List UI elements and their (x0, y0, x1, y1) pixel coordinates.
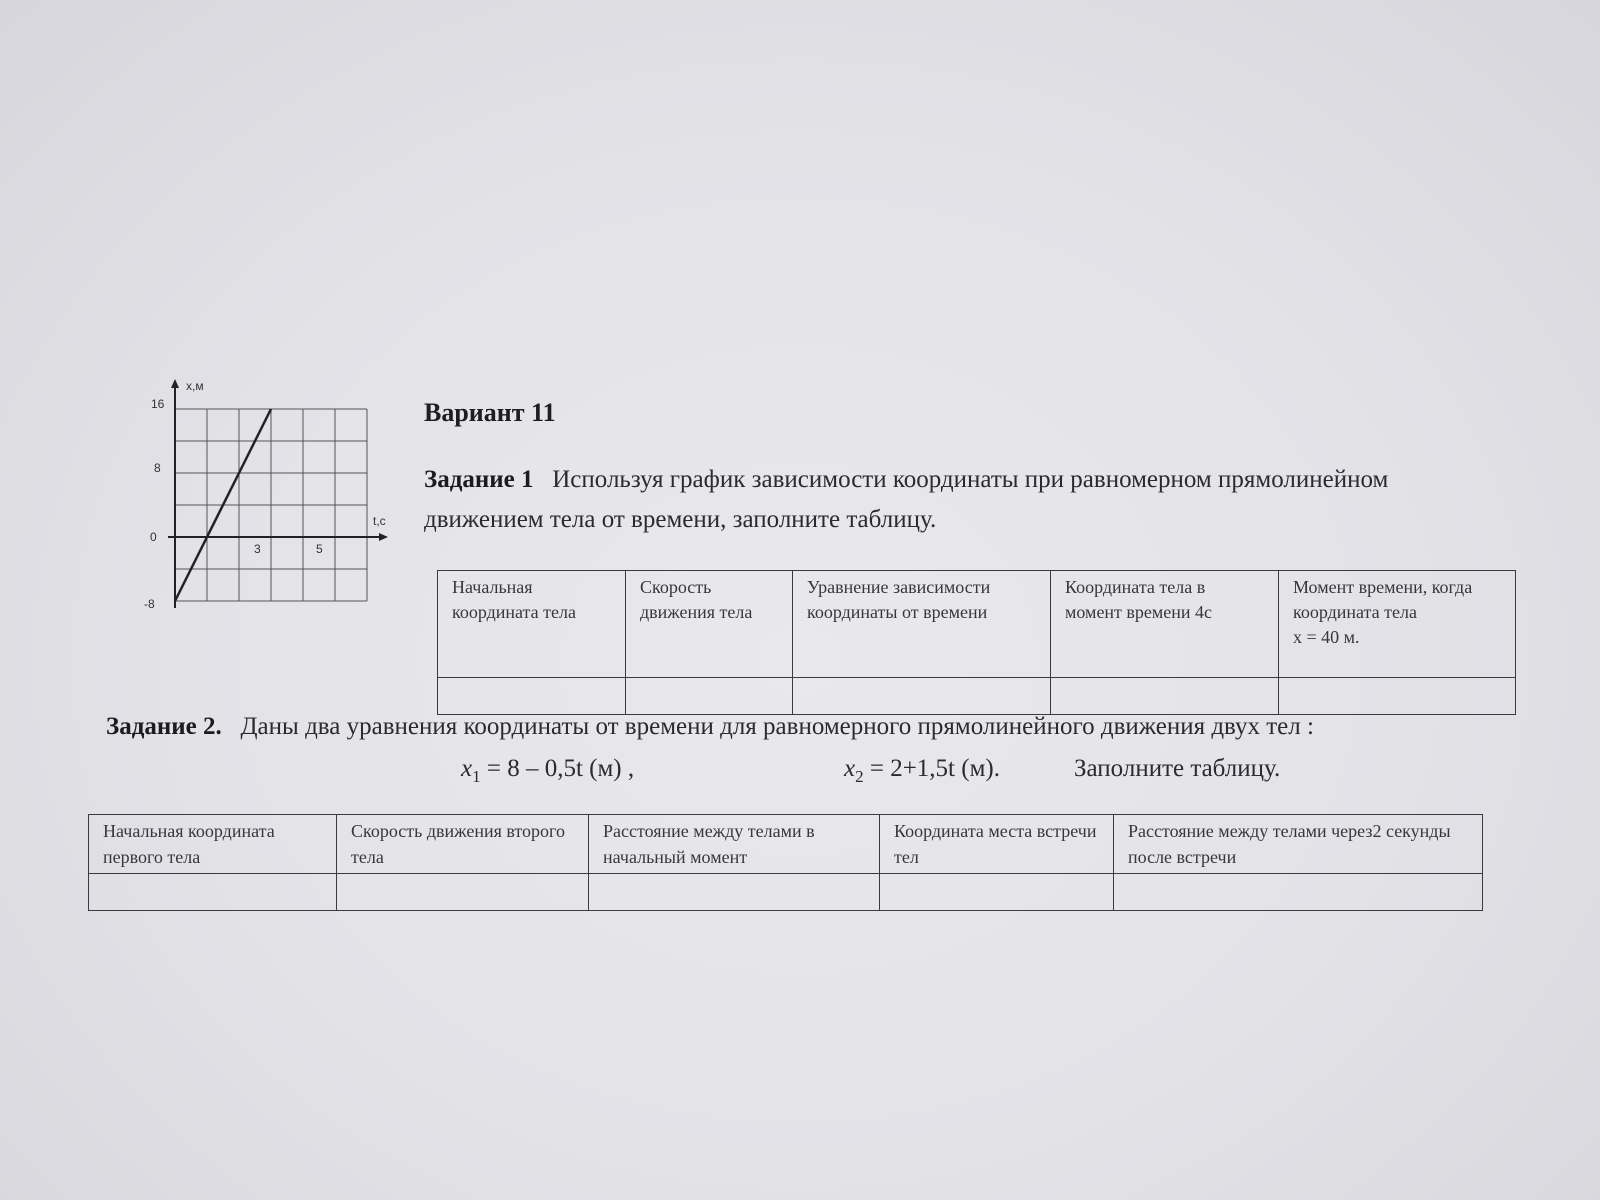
graph-grid (175, 409, 367, 601)
task1-col-coordinate-at-4s: Координата тела в момент времени 4с (1051, 571, 1279, 678)
task2-col-distance-after-meeting: Расстояние между телами через2 секунды после встречи (1114, 815, 1483, 874)
x-axis-label: t,c (373, 514, 386, 528)
eq2-variable: x (844, 755, 856, 782)
variant-title: Вариант 11 (424, 398, 556, 427)
task1-col-speed: Скорость движения тела (626, 571, 793, 678)
task2-answer-cell[interactable] (589, 874, 880, 911)
equation-1 (461, 748, 634, 798)
task2-fill-instruction: Заполните таблицу. (1074, 755, 1281, 782)
task1-table (437, 570, 1516, 715)
task2-answer-cell[interactable] (337, 874, 589, 911)
y-tick-minus-8: -8 (144, 597, 155, 611)
y-tick-0: 0 (150, 530, 157, 544)
x-tick-5: 5 (316, 542, 323, 556)
task2-col-speed-second: Скорость движения второго тела (337, 815, 589, 874)
task1-text: Используя график зависимости координаты при равномерном прямолинейном движением тела от времени, заполните таблицу. (424, 466, 1389, 533)
task2-col-initial-coordinate-first: Начальная координата первого тела (89, 815, 337, 874)
task1-col-time-moment-text: Момент времени, когда координата тела (1293, 577, 1473, 622)
task1-col-time-moment-value: х = 40 м. (1293, 627, 1360, 647)
position-time-graph (140, 378, 400, 618)
y-axis-label: x,м (186, 379, 204, 393)
eq1-subscript: 1 (472, 767, 481, 786)
task2-answer-cell[interactable] (880, 874, 1114, 911)
task1-col-time-moment (1279, 571, 1516, 678)
eq2-rhs: = 2+1,5t (м). (863, 755, 1000, 782)
task2-answer-cell[interactable] (1114, 874, 1483, 911)
task2-text: Даны два уравнения координаты от времени для равномерного прямолинейного движения двух тел : (240, 713, 1314, 740)
task2-col-meeting-coordinate: Координата места встречи тел (880, 815, 1114, 874)
task2-table (88, 814, 1483, 911)
y-axis-arrow (171, 379, 179, 388)
y-tick-8: 8 (154, 461, 161, 475)
task1-col-equation: Уравнение зависимости координаты от времени (793, 571, 1051, 678)
eq1-rhs: = 8 – 0,5t (м) , (480, 755, 635, 782)
eq1-variable: x (461, 755, 473, 782)
x-axis-arrow (379, 533, 388, 541)
task1-statement (424, 460, 1404, 540)
task2-col-initial-distance: Расстояние между телами в начальный момент (589, 815, 880, 874)
y-tick-16: 16 (151, 397, 165, 411)
task2-answer-cell[interactable] (89, 874, 337, 911)
task2-statement (106, 706, 1526, 786)
task2-label: Задание 2. (106, 713, 222, 740)
x-tick-3: 3 (254, 542, 261, 556)
equation-2 (844, 748, 1000, 798)
task1-label: Задание 1 (424, 466, 534, 493)
eq2-subscript: 2 (855, 767, 864, 786)
task1-col-initial-coordinate: Начальная координата тела (438, 571, 626, 678)
